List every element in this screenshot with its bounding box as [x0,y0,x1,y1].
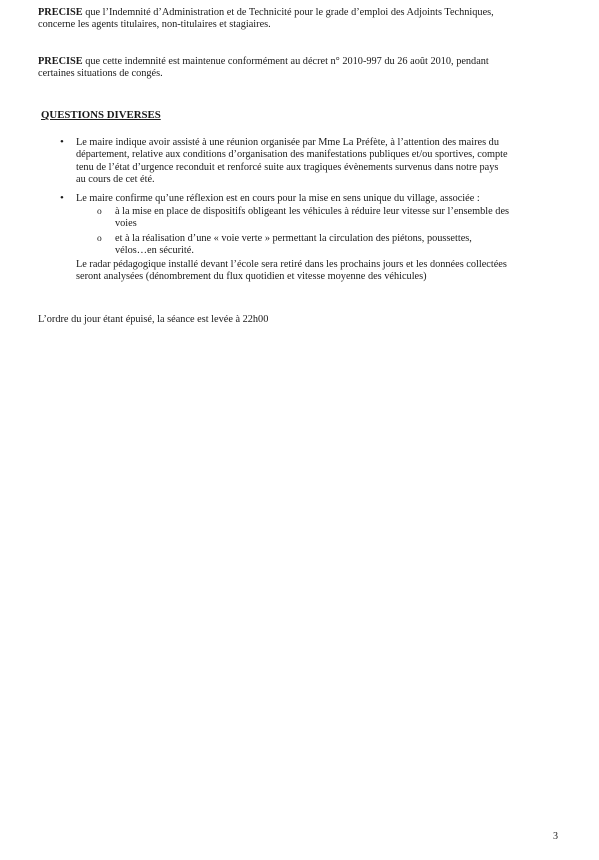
precise-text: certaines situations de congés. [38,68,163,80]
bullet-icon: • [60,192,64,204]
bullet-item-meeting: Le maire indique avoir assisté à une réunion organisée par Mme La Préfète, à l’attention des maires du département, relative aux conditions d’organisation des manifestations publiques et/ou sportives, compte tenu de l’état d’urgence reconduit et renforcé suite aux tragiques évènements survenus dans notre pays au cours de cet été. [76,137,508,186]
precise-text: que l’Indemnité d’Administration et de Technicité pour le grade d’emploi des Adjoints Techniques, [82,7,494,18]
precise-text: concerne les agents titulaires, non-titulaires et stagiaires. [38,19,271,31]
precise-keyword: PRECISE [38,56,83,67]
section-heading: QUESTIONS DIVERSES [41,109,161,121]
bullet-icon: • [60,136,64,148]
precise-text: que cette indemnité est maintenue conformément au décret n° 2010-997 du 26 août 2010, pendant [82,56,489,67]
bullet-item-one-way: Le maire confirme qu’une réflexion est en cours pour la mise en sens unique du village, associée : [76,193,480,204]
sub-bullet-icon: o [97,234,102,244]
sub-bullet-icon: o [97,207,102,217]
page-number: 3 [553,831,558,842]
precise-paragraph-2 [38,56,568,81]
precise-paragraph-1 [38,7,568,32]
sub-item-speed-devices: à la mise en place de dispositifs obligeant les véhicules à réduire leur vitesse sur l’ensemble des voies [115,206,510,230]
sub-item-green-lane: et à la réalisation d’une « voie verte » permettant la circulation des piétons, poussettes, vélos…en sécurité. [115,233,472,257]
closing-statement: L’ordre du jour étant épuisé, la séance est levée à 22h00 [38,314,269,325]
radar-paragraph: Le radar pédagogique installé devant l’école sera retiré dans les prochains jours et les données collectées seront analysées (dénombrement du flux quotidien et vitesse moyenne des véhicules) [76,259,507,283]
precise-keyword: PRECISE [38,7,83,18]
